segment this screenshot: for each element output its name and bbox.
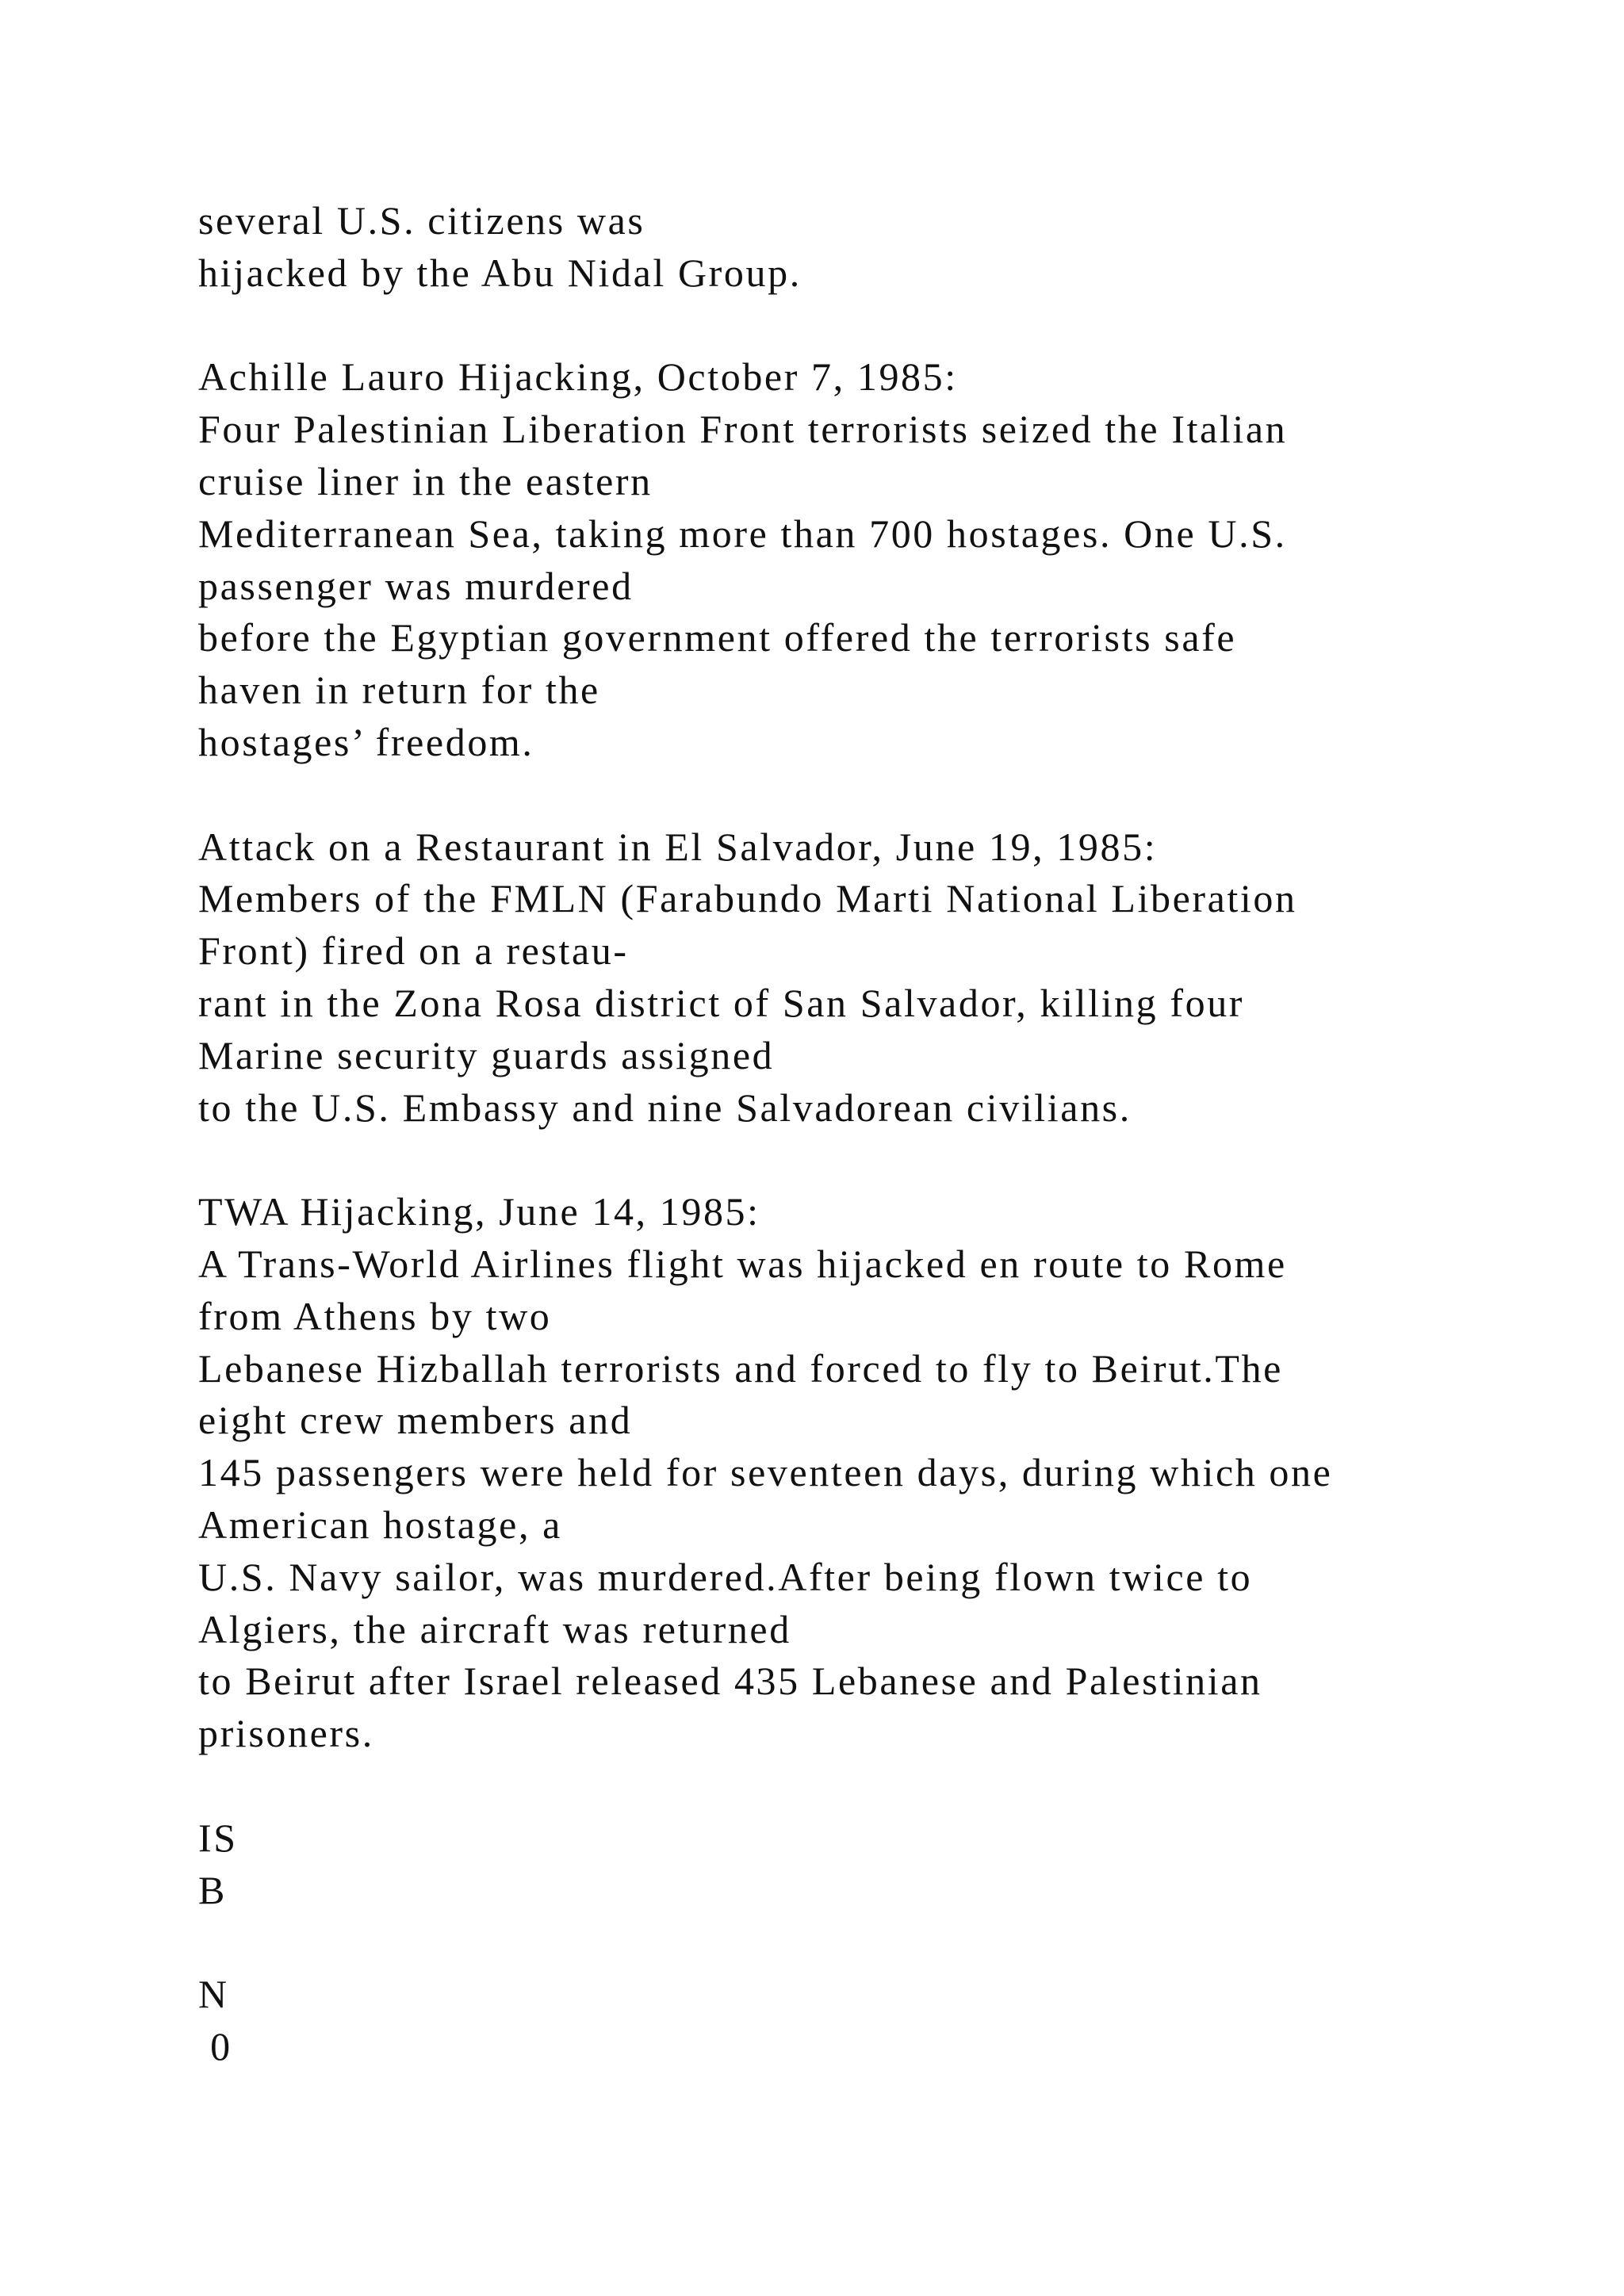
text-line: Marine security guards assigned — [198, 1032, 775, 1077]
text-line: cruise liner in the eastern — [198, 458, 653, 503]
text-line: American hostage, a — [198, 1502, 562, 1547]
section-heading-achille-lauro: Achille Lauro Hijacking, October 7, 1985: — [198, 354, 958, 400]
blank-line — [198, 1760, 1546, 1812]
section-heading-twa-hijacking: TWA Hijacking, June 14, 1985: — [198, 1189, 760, 1234]
blank-line — [198, 769, 1546, 821]
text-line: Four Palestinian Liberation Front terrorists seized the Italian — [198, 407, 1288, 452]
blank-line — [198, 300, 1546, 352]
isbn-fragment-line: B — [198, 1867, 227, 1912]
text-line: 145 passengers were held for seventeen days, during which one — [198, 1450, 1333, 1495]
text-line: Members of the FMLN (Farabundo Marti National Liberation — [198, 876, 1297, 921]
text-line: several U.S. citizens was — [198, 198, 645, 243]
text-line: Lebanese Hizballah terrorists and forced to fly to Beirut.The — [198, 1345, 1283, 1391]
document-body — [198, 195, 1546, 2073]
blank-line — [198, 1134, 1546, 1186]
text-line: prisoners. — [198, 1711, 374, 1756]
text-line: Algiers, the aircraft was returned — [198, 1606, 791, 1651]
isbn-fragment-line: N — [198, 1972, 229, 2017]
text-line: A Trans-World Airlines flight was hijacked en route to Rome — [198, 1241, 1287, 1286]
text-line: hijacked by the Abu Nidal Group. — [198, 250, 802, 295]
text-line: to the U.S. Embassy and nine Salvadorean civilians. — [198, 1085, 1132, 1130]
text-line: to Beirut after Israel released 435 Lebanese and Palestinian — [198, 1659, 1262, 1704]
isbn-fragment-line: 0 — [198, 2023, 232, 2068]
text-line: Front) fired on a restau- — [198, 928, 629, 974]
blank-line — [198, 1916, 1546, 1969]
text-line: passenger was murdered — [198, 563, 634, 608]
text-line: before the Egyptian government offered the terrorists safe — [198, 615, 1237, 660]
isbn-fragment-line: IS — [198, 1815, 238, 1860]
text-line: hostages’ freedom. — [198, 719, 534, 764]
text-line: Mediterranean Sea, taking more than 700 hostages. One U.S. — [198, 511, 1287, 556]
text-line: eight crew members and — [198, 1398, 633, 1443]
text-line: rant in the Zona Rosa district of San Salvador, killing four — [198, 980, 1245, 1025]
text-line: U.S. Navy sailor, was murdered.After being flown twice to — [198, 1554, 1253, 1599]
text-line: from Athens by two — [198, 1293, 552, 1338]
text-line: haven in return for the — [198, 668, 600, 713]
section-heading-el-salvador: Attack on a Restaurant in El Salvador, June 19, 1985: — [198, 824, 1158, 869]
